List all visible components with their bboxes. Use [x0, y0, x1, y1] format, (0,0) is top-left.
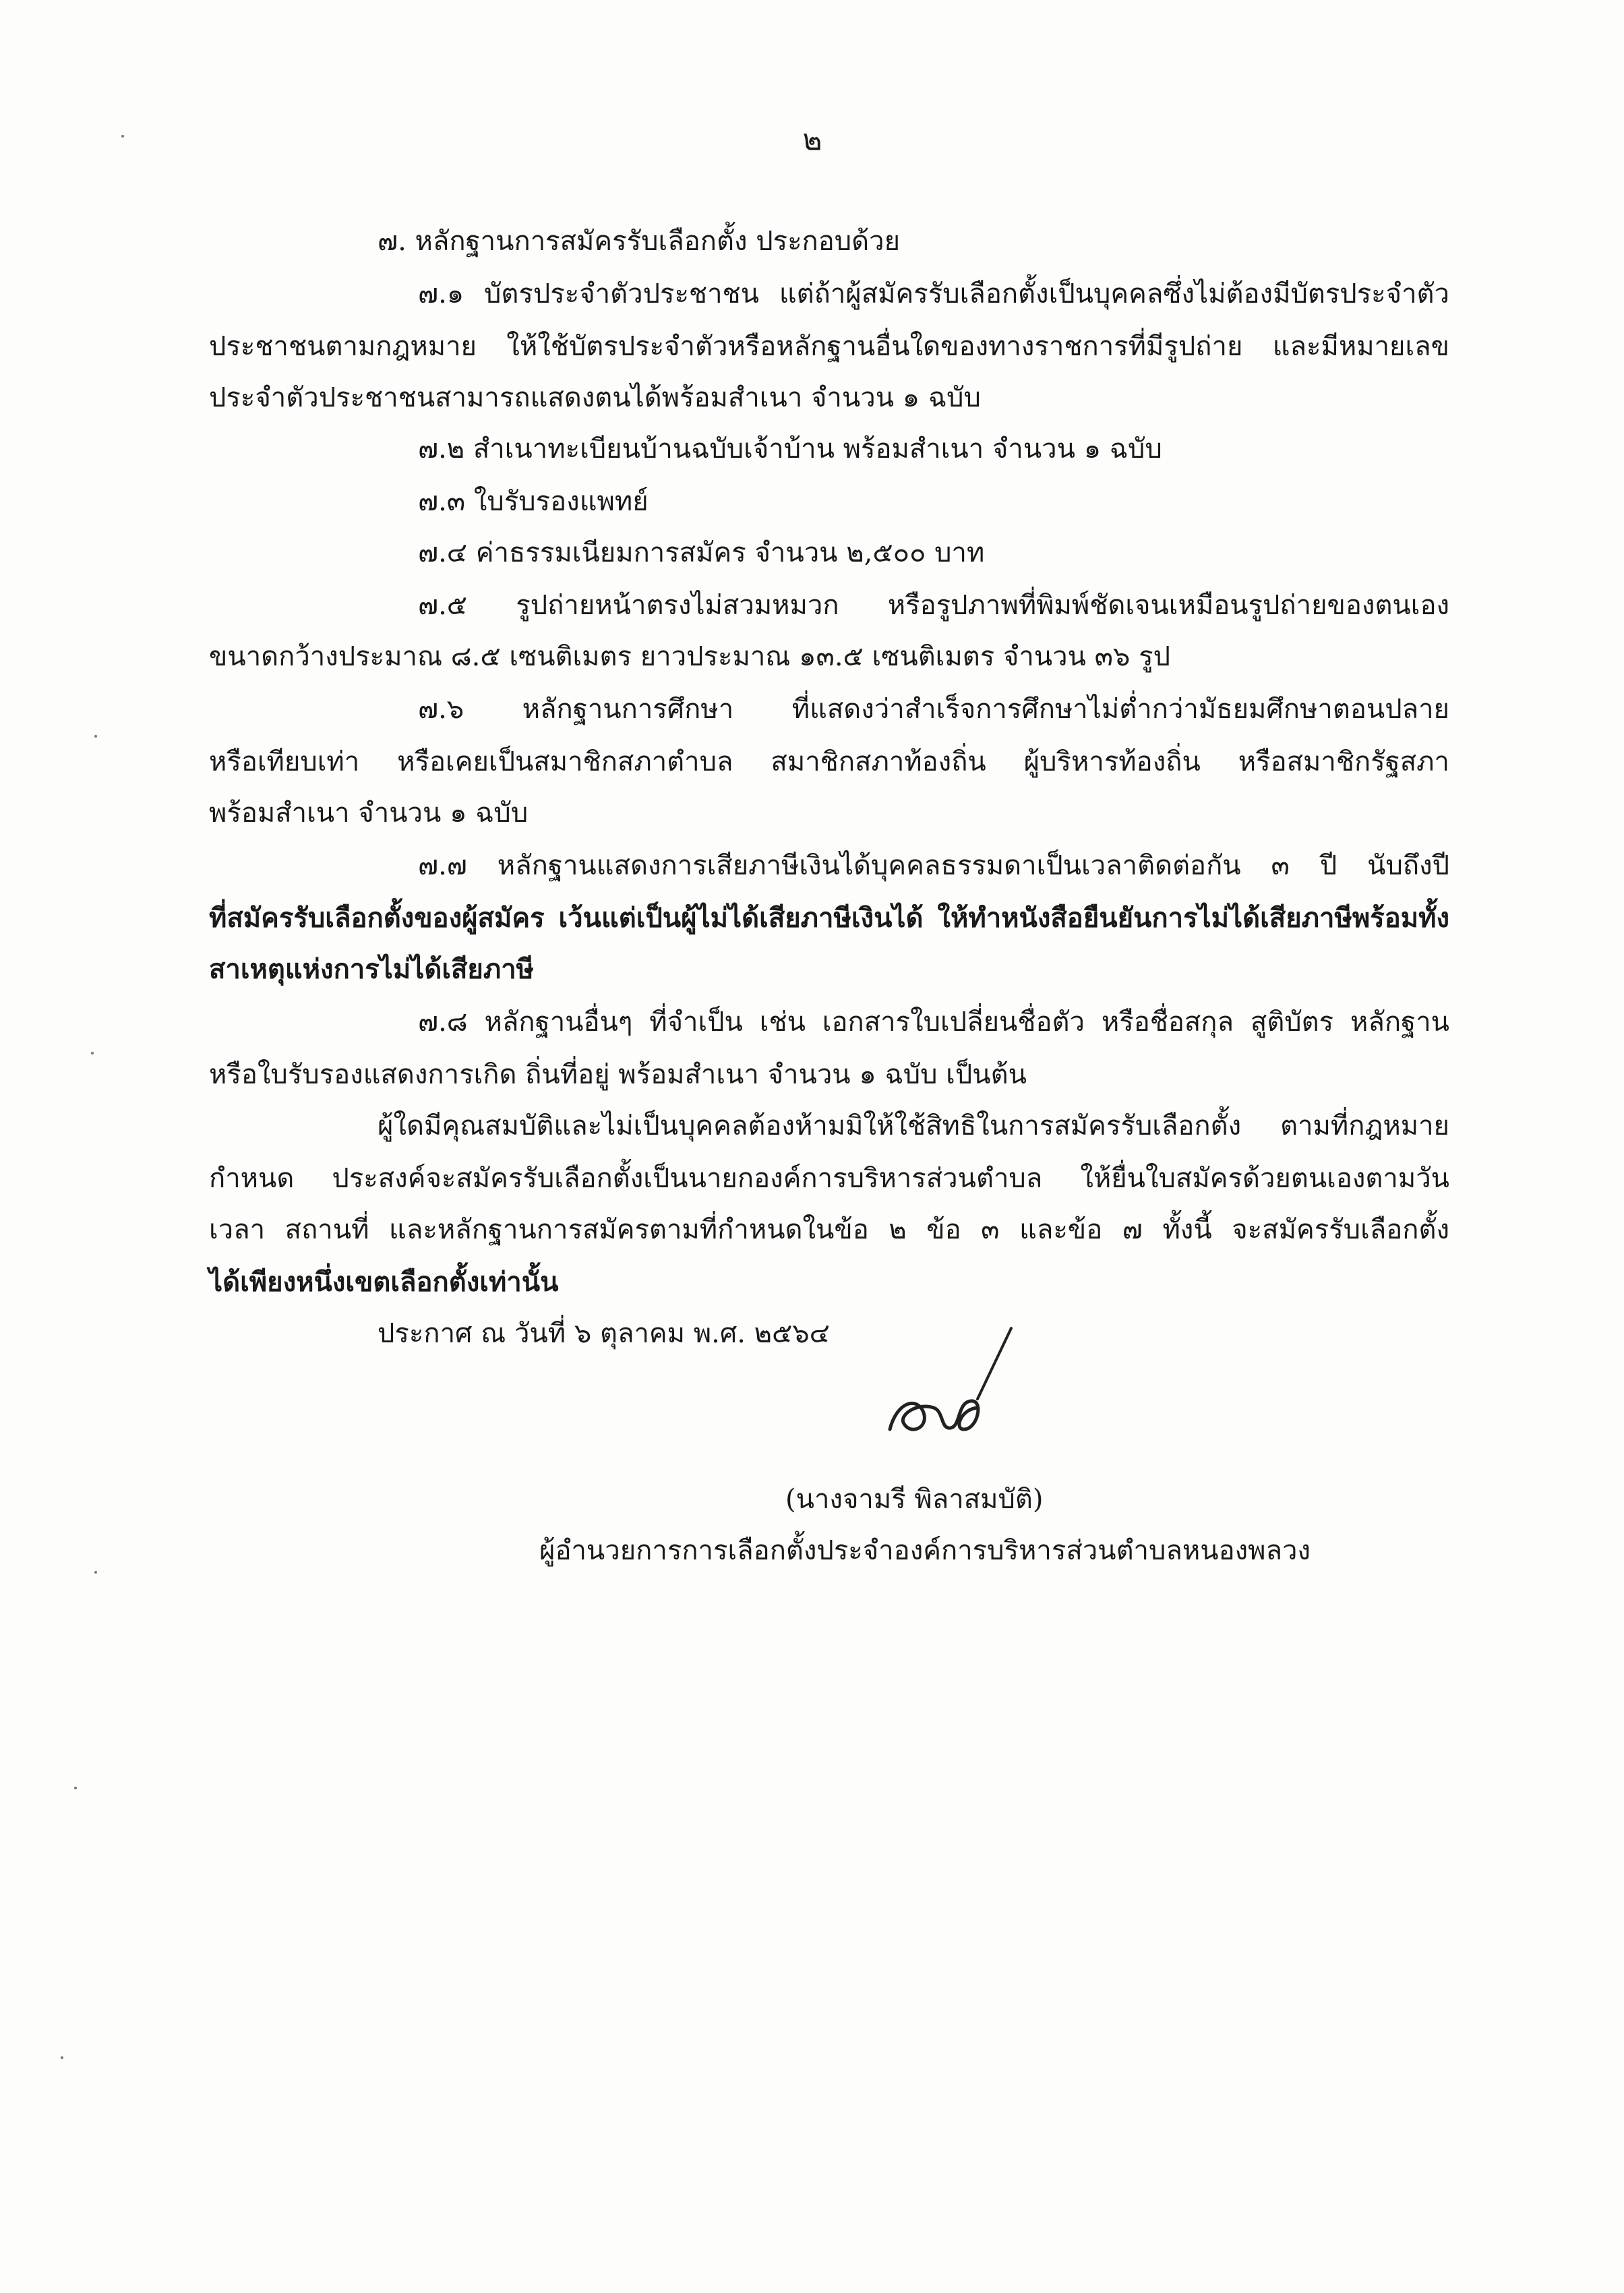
closing-line-1: ผู้ใดมีคุณสมบัติและไม่เป็นบุคคลต้องห้ามมิให้ใช้สิทธิในการสมัครรับเลือกตั้ง ตามที่กฎหมาย: [378, 1110, 1449, 1141]
item-7-1-line-2: ประชาชนตามกฎหมาย ให้ใช้บัตรประจำตัวหรือหลักฐานอื่นใดของทางราชการที่มีรูปถ่าย และมีหมายเลข: [209, 331, 1449, 362]
item-7-7-line-1: ๗.๗ หลักฐานแสดงการเสียภาษีเงินได้บุคคลธรรมดาเป็นเวลาติดต่อกัน ๓ ปี นับถึงปี: [418, 850, 1449, 881]
scan-speck: [91, 1052, 94, 1054]
item-7-6-line-2: หรือเทียบเท่า หรือเคยเป็นสมาชิกสภาตำบล สมาชิกสภาท้องถิ่น ผู้บริหารท้องถิ่น หรือสมาชิกรัฐสภา: [209, 746, 1449, 777]
item-7-8-line-1: ๗.๘ หลักฐานอื่นๆ ที่จำเป็น เช่น เอกสารใบเปลี่ยนชื่อตัว หรือชื่อสกุล สูติบัตร หลักฐาน: [418, 1007, 1449, 1038]
scan-speck: [74, 1787, 77, 1789]
closing-line-2: กำหนด ประสงค์จะสมัครรับเลือกตั้งเป็นนายกองค์การบริหารส่วนตำบล ให้ยื่นใบสมัครด้วยตนเองตามวัน: [209, 1163, 1449, 1194]
closing-line-3: เวลา สถานที่ และหลักฐานการสมัครตามที่กำหนดในข้อ ๒ ข้อ ๓ และข้อ ๗ ทั้งนี้ จะสมัครรับเลือกตั้ง: [209, 1214, 1450, 1245]
scan-speck: [121, 135, 124, 138]
scan-speck: [94, 1571, 97, 1574]
signatory-name: (นางจามรี พิลาสมบัติ): [785, 1484, 1044, 1515]
item-7-7-line-3: สาเหตุแห่งการไม่ได้เสียภาษี: [209, 953, 535, 985]
item-7-5-line-2: ขนาดกว้างประมาณ ๘.๕ เซนติเมตร ยาวประมาณ ๑๓.๕ เซนติเมตร จำนวน ๓๖ รูป: [209, 641, 1170, 672]
page-number: ๒: [802, 123, 822, 157]
item-7-6-line-1: ๗.๖ หลักฐานการศึกษา ที่แสดงว่าสำเร็จการศึกษาไม่ต่ำกว่ามัธยมศึกษาตอนปลาย: [418, 694, 1449, 725]
item-7-8-line-2: หรือใบรับรองแสดงการเกิด ถิ่นที่อยู่ พร้อมสำเนา จำนวน ๑ ฉบับ เป็นต้น: [209, 1059, 1027, 1090]
signatory-title: ผู้อำนวยการการเลือกตั้งประจำองค์การบริหารส่วนตำบลหนองพลวง: [539, 1535, 1311, 1566]
item-7-7-line-2: ที่สมัครรับเลือกตั้งของผู้สมัคร เว้นแต่เป็นผู้ไม่ได้เสียภาษีเงินได้ ให้ทำหนังสือยืนยันการไม่ได้เสียภาษีพร้อมทั้ง: [209, 902, 1449, 934]
scan-speck: [61, 2056, 63, 2059]
section-heading: ๗. หลักฐานการสมัครรับเลือกตั้ง ประกอบด้วย: [378, 226, 901, 257]
item-7-5-line-1: ๗.๕ รูปถ่ายหน้าตรงไม่สวมหมวก หรือรูปภาพที่พิมพ์ชัดเจนเหมือนรูปถ่ายของตนเอง: [418, 590, 1449, 621]
item-7-6-line-3: พร้อมสำเนา จำนวน ๑ ฉบับ: [209, 798, 529, 829]
item-7-1-line-3: ประจำตัวประชาชนสามารถแสดงตนได้พร้อมสำเนา จำนวน ๑ ฉบับ: [209, 382, 981, 413]
item-7-4: ๗.๔ ค่าธรรมเนียมการสมัคร จำนวน ๒,๕๐๐ บาท: [418, 537, 985, 568]
signature-mark: [876, 1321, 1031, 1456]
closing-line-4: ได้เพียงหนึ่งเขตเลือกตั้งเท่านั้น: [209, 1266, 559, 1298]
item-7-1-line-1: ๗.๑ บัตรประจำตัวประชาชน แต่ถ้าผู้สมัครรับเลือกตั้งเป็นบุคคลซึ่งไม่ต้องมีบัตรประจำตัว: [418, 278, 1449, 309]
scan-speck: [94, 735, 97, 738]
item-7-2: ๗.๒ สำเนาทะเบียนบ้านฉบับเจ้าบ้าน พร้อมสำเนา จำนวน ๑ ฉบับ: [418, 434, 1162, 465]
item-7-3: ๗.๓ ใบรับรองแพทย์: [418, 486, 649, 517]
announce-date: ประกาศ ณ วันที่ ๖ ตุลาคม พ.ศ. ๒๕๖๔: [378, 1318, 830, 1349]
